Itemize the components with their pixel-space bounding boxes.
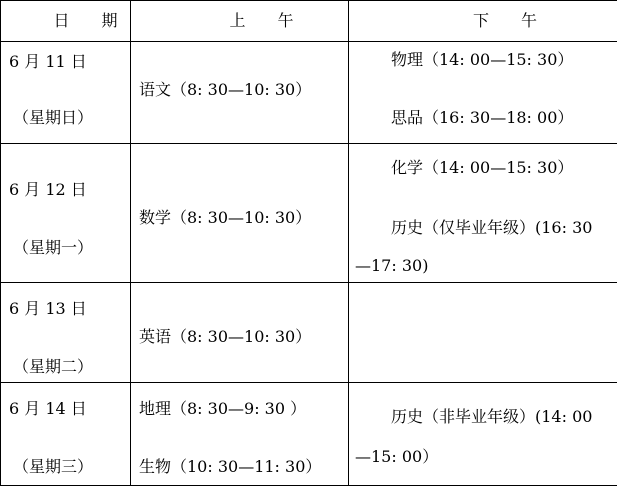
header-date-label: 日 期 — [1, 11, 130, 30]
date-text: 6 月 11 日 — [9, 52, 87, 71]
afternoon-exam-continued: —17: 30) — [355, 256, 428, 275]
weekday-text: （星期日） — [13, 108, 93, 127]
table-row — [1, 383, 617, 486]
morning-exam: 英语（8: 30—10: 30） — [139, 327, 311, 346]
afternoon-cell — [349, 144, 617, 283]
table-row — [1, 283, 617, 383]
weekday-text: （星期一） — [13, 238, 93, 257]
morning-cell — [131, 283, 349, 383]
morning-exam: 语文（8: 30—10: 30） — [139, 80, 311, 99]
morning-cell — [131, 144, 349, 283]
date-text: 6 月 12 日 — [9, 180, 87, 199]
afternoon-cell — [349, 283, 617, 383]
date-cell — [1, 144, 131, 283]
morning-exam: 生物（10: 30—11: 30） — [139, 457, 321, 476]
table-row — [1, 42, 617, 144]
morning-exam: 地理（8: 30—9: 30 ） — [139, 399, 306, 418]
morning-exam: 数学（8: 30—10: 30） — [139, 208, 311, 227]
date-cell — [1, 383, 131, 486]
afternoon-cell — [349, 42, 617, 144]
afternoon-exam: 历史（非毕业年级）(14: 00 — [391, 407, 592, 426]
header-morning-label: 上 午 — [131, 11, 348, 30]
afternoon-exam: 化学（14: 00—15: 30） — [391, 158, 573, 177]
afternoon-cell — [349, 383, 617, 486]
date-cell — [1, 42, 131, 144]
table-header-row — [1, 1, 617, 42]
afternoon-exam: 物理（14: 00—15: 30） — [391, 50, 573, 69]
morning-cell — [131, 383, 349, 486]
afternoon-exam-continued: —15: 00） — [355, 447, 438, 466]
weekday-text: （星期三） — [13, 457, 93, 476]
afternoon-exam: 历史（仅毕业年级）(16: 30 — [391, 218, 592, 237]
date-text: 6 月 13 日 — [9, 299, 87, 318]
morning-cell — [131, 42, 349, 144]
weekday-text: （星期二） — [13, 357, 93, 376]
header-date — [1, 1, 131, 42]
header-afternoon-label: 下 午 — [349, 11, 617, 30]
header-afternoon — [349, 1, 617, 42]
afternoon-exam: 思品（16: 30—18: 00） — [391, 108, 573, 127]
header-morning — [131, 1, 349, 42]
date-text: 6 月 14 日 — [9, 399, 87, 418]
table-row — [1, 144, 617, 283]
date-cell — [1, 283, 131, 383]
